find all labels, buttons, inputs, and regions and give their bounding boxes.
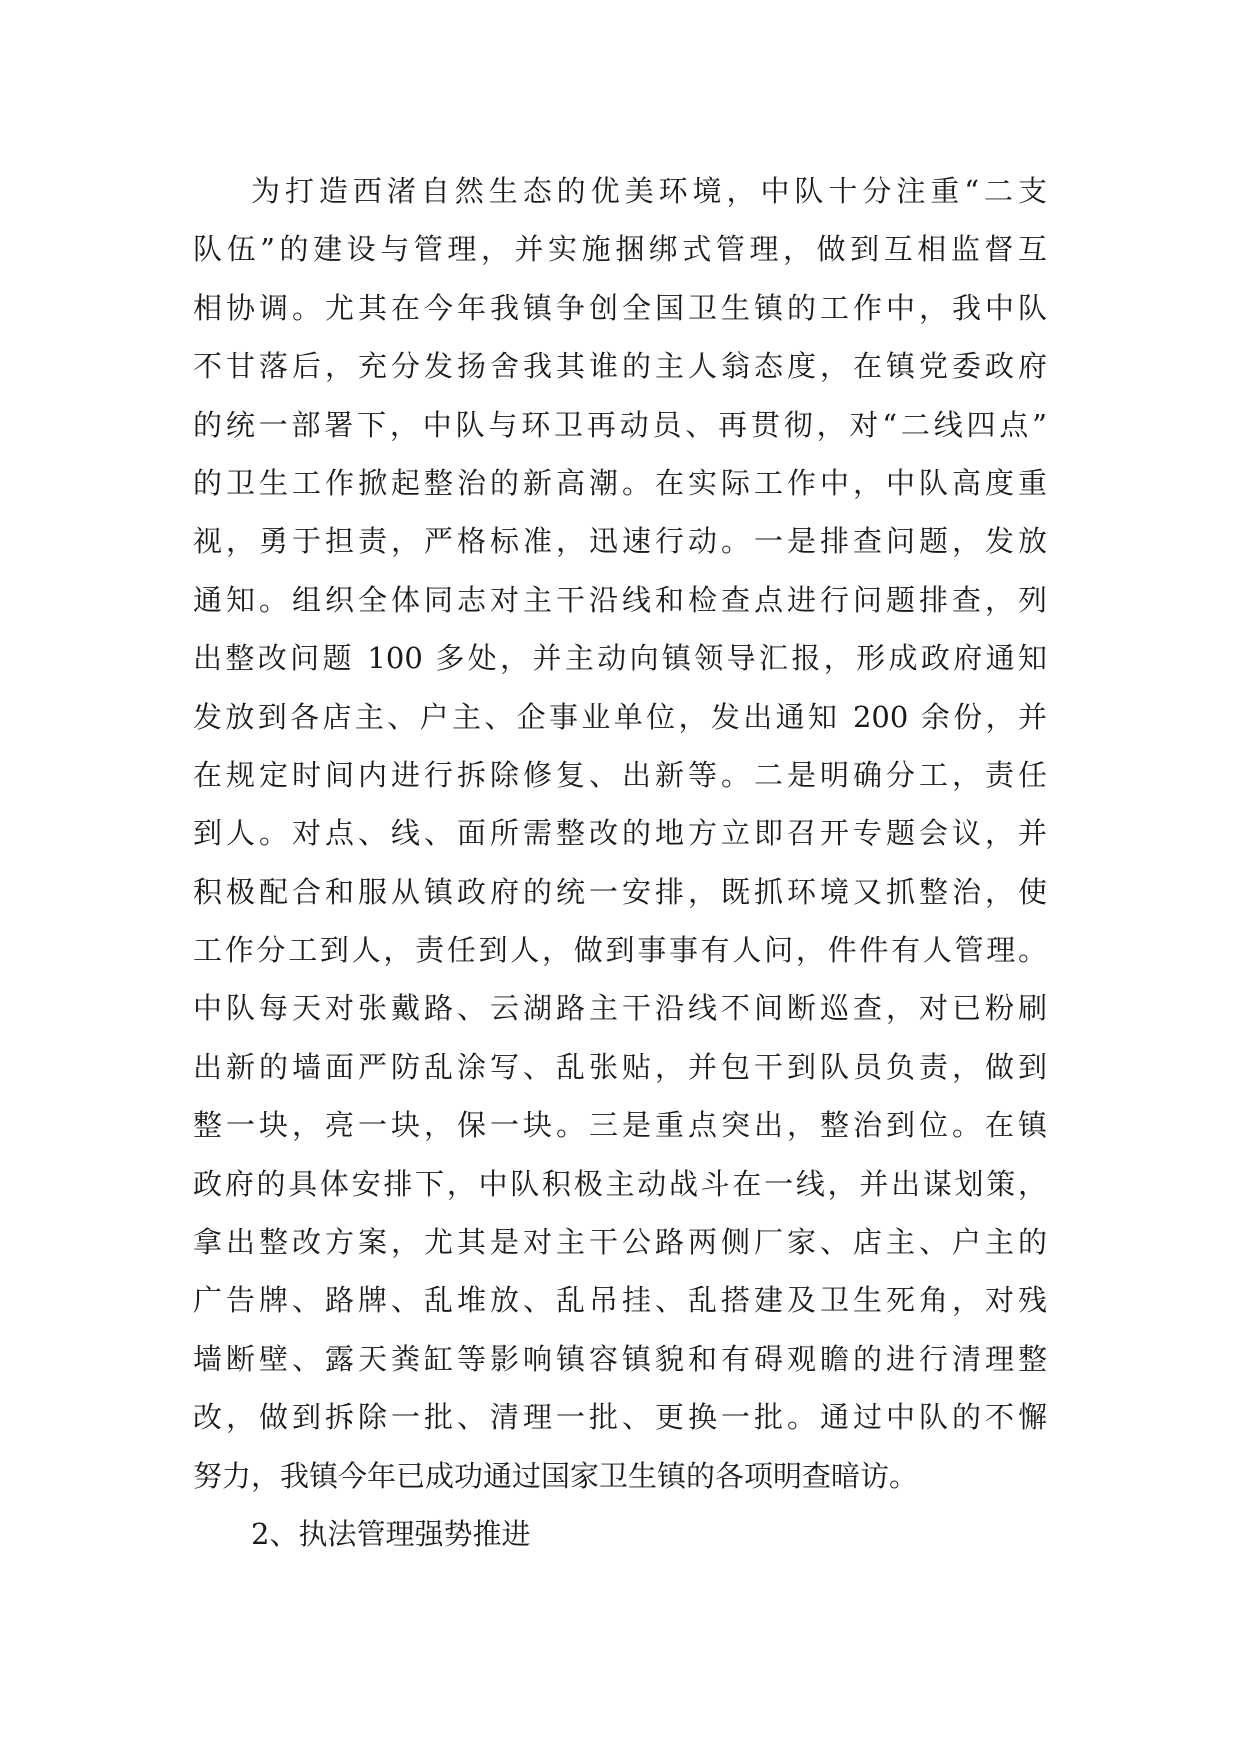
paragraph-line: 整一块，亮一块，保一块。三是重点突出，整治到位。在镇 bbox=[193, 1108, 1047, 1143]
paragraph-last-line: 努力，我镇今年已成功通过国家卫生镇的各项明查暗访。 bbox=[193, 1458, 919, 1493]
paragraph-line: 广告牌、路牌、乱堆放、乱吊挂、乱搭建及卫生死角，对残 bbox=[193, 1283, 1047, 1318]
paragraph-line: 工作分工到人，责任到人，做到事事有人问，件件有人管理。 bbox=[193, 933, 1047, 968]
paragraph-line: 队伍”的建设与管理，并实施捆绑式管理，做到互相监督互 bbox=[193, 232, 1047, 267]
paragraph-line: 到人。对点、线、面所需整改的地方立即召开专题会议，并 bbox=[193, 816, 1047, 851]
paragraph-line: 出新的墙面严防乱涂写、乱张贴，并包干到队员负责，做到 bbox=[193, 1049, 1047, 1084]
paragraph-line: 墙断壁、露天粪缸等影响镇容镇貌和有碍观瞻的进行清理整 bbox=[193, 1341, 1047, 1376]
paragraph-line: 视，勇于担责，严格标准，迅速行动。一是排查问题，发放 bbox=[193, 524, 1047, 559]
paragraph-line: 通知。组织全体同志对主干沿线和检查点进行问题排查，列 bbox=[193, 582, 1047, 617]
paragraph-line: 在规定时间内进行拆除修复、出新等。二是明确分工，责任 bbox=[193, 757, 1047, 792]
paragraph-line: 相协调。尤其在今年我镇争创全国卫生镇的工作中，我中队 bbox=[193, 290, 1047, 325]
paragraph-line: 发放到各店主、户主、企事业单位，发出通知 200 余份，并 bbox=[193, 699, 1047, 734]
paragraph-line: 的统一部署下，中队与环卫再动员、再贯彻，对“二线四点” bbox=[193, 407, 1047, 442]
document-body bbox=[193, 162, 1047, 1563]
paragraph-line: 改，做到拆除一批、清理一批、更换一批。通过中队的不懈 bbox=[193, 1400, 1047, 1435]
paragraph-line: 政府的具体安排下，中队积极主动战斗在一线，并出谋划策， bbox=[193, 1166, 1047, 1201]
paragraph-line: 不甘落后，充分发扬舍我其谁的主人翁态度，在镇党委政府 bbox=[193, 349, 1047, 384]
paragraph-line: 出整改问题 100 多处，并主动向镇领导汇报，形成政府通知 bbox=[193, 641, 1047, 676]
paragraph-line: 为打造西渚自然生态的优美环境，中队十分注重“二支 bbox=[251, 174, 1047, 208]
paragraph-line: 拿出整改方案，尤其是对主干公路两侧厂家、店主、户主的 bbox=[193, 1225, 1047, 1260]
paragraph-line: 积极配合和服从镇政府的统一安排，既抓环境又抓整治，使 bbox=[193, 874, 1047, 909]
paragraph-line: 的卫生工作掀起整治的新高潮。在实际工作中，中队高度重 bbox=[193, 465, 1047, 500]
section-heading: 2、执法管理强势推进 bbox=[251, 1516, 531, 1551]
paragraph-line: 中队每天对张戴路、云湖路主干沿线不间断巡查，对已粉刷 bbox=[193, 991, 1047, 1026]
